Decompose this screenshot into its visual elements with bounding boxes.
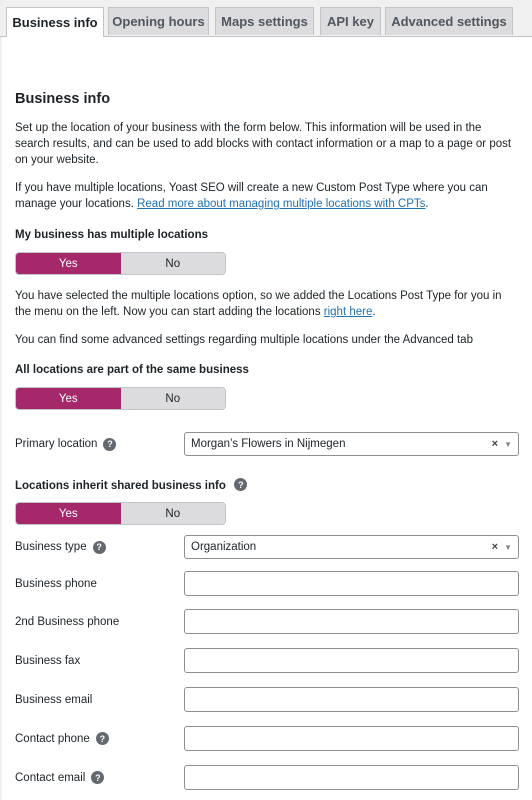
second-business-phone-input[interactable] <box>184 609 519 634</box>
advanced-note: You can find some advanced settings regarding multiple locations under the Advanced tab <box>15 334 473 346</box>
tab-bar <box>0 0 532 37</box>
contact-phone-input[interactable] <box>184 726 519 751</box>
clear-icon[interactable]: × <box>491 438 499 450</box>
settings-panel <box>2 37 532 800</box>
multiple-locations-toggle[interactable] <box>15 252 226 275</box>
toggle-yes[interactable]: Yes <box>16 503 121 524</box>
business-fax-label: Business fax <box>15 654 81 667</box>
business-type-label: Business type <box>15 541 87 553</box>
tab-advanced-settings[interactable]: Advanced settings <box>385 7 513 35</box>
second-business-phone-row <box>15 609 519 634</box>
second-business-phone-label: 2nd Business phone <box>15 615 120 628</box>
tab-opening-hours[interactable]: Opening hours <box>108 7 209 35</box>
multiple-locations-label: My business has multiple locations <box>15 229 208 241</box>
business-email-row <box>15 687 519 712</box>
inherit-toggle[interactable] <box>15 502 226 525</box>
business-phone-input[interactable] <box>184 571 519 596</box>
intro-text: Set up the location of your business with the form below. This information will be used in the search results, and can be used to add blocks with contact information or a map to a page or post on your website. <box>15 122 512 166</box>
business-type-row <box>15 535 519 559</box>
same-business-label: All locations are part of the same business <box>15 364 249 376</box>
help-icon[interactable]: ? <box>103 438 116 451</box>
business-phone-label: Business phone <box>15 577 97 590</box>
toggle-no[interactable]: No <box>121 388 226 409</box>
same-business-toggle[interactable] <box>15 387 226 410</box>
contact-email-row <box>15 765 519 790</box>
help-icon[interactable]: ? <box>91 771 104 784</box>
contact-phone-row <box>15 726 519 751</box>
inherit-label-row <box>15 476 519 494</box>
contact-email-label: Contact email <box>15 771 86 784</box>
tab-business-info[interactable]: Business info <box>6 7 104 37</box>
business-fax-input[interactable] <box>184 648 519 673</box>
chevron-down-icon[interactable]: ▼ <box>504 439 512 449</box>
help-icon[interactable]: ? <box>93 541 106 554</box>
toggle-no[interactable]: No <box>121 253 226 274</box>
business-email-input[interactable] <box>184 687 519 712</box>
chevron-down-icon[interactable]: ▼ <box>504 542 512 552</box>
tab-api-key[interactable]: API key <box>320 7 381 35</box>
business-fax-row <box>15 648 519 673</box>
selected-note: You have selected the multiple locations option, so we added the Locations Post Type for you in the menu on the left. Now you can start adding the locations right here. <box>15 290 502 318</box>
contact-email-input[interactable] <box>184 765 519 790</box>
tab-maps-settings[interactable]: Maps settings <box>215 7 314 35</box>
section-title: Business info <box>15 91 111 107</box>
primary-location-select[interactable] <box>184 432 519 456</box>
toggle-yes[interactable]: Yes <box>16 253 121 274</box>
primary-location-value: Morgan’s Flowers in Nijmegen <box>191 438 346 450</box>
primary-location-label: Primary location <box>15 438 98 450</box>
toggle-yes[interactable]: Yes <box>16 388 121 409</box>
inherit-label: Locations inherit shared business info <box>15 480 226 492</box>
help-icon[interactable]: ? <box>96 732 109 745</box>
contact-phone-label: Contact phone <box>15 732 90 745</box>
business-type-value: Organization <box>191 541 257 553</box>
business-phone-row <box>15 571 519 596</box>
business-email-label: Business email <box>15 693 93 706</box>
business-type-select[interactable] <box>184 535 519 559</box>
read-more-link[interactable]: Read more about managing multiple locations with CPTs <box>137 198 426 210</box>
right-here-link[interactable]: right here <box>323 306 373 318</box>
multi-locations-intro: If you have multiple locations, Yoast SEO will create a new Custom Post Type where you can manage your locations. Read more about managing multiple locations with CPTs. <box>15 182 488 210</box>
primary-location-row <box>15 432 519 456</box>
help-icon[interactable]: ? <box>234 478 247 491</box>
clear-icon[interactable]: × <box>491 541 499 553</box>
toggle-no[interactable]: No <box>121 503 226 524</box>
